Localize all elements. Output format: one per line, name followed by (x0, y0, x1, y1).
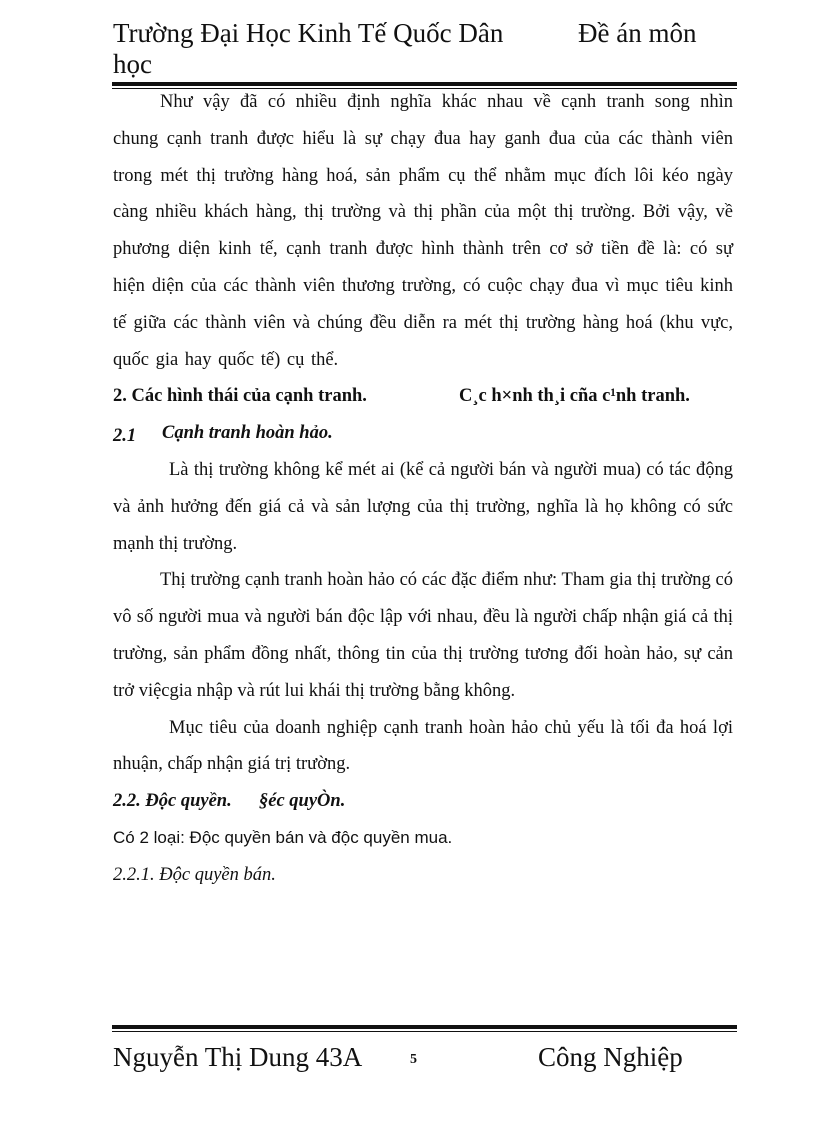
footer-rule-thick (112, 1025, 737, 1029)
subsection-heading-garbled: §éc quyÒn. (259, 791, 346, 812)
document-body (113, 84, 733, 894)
subsection-number: 2.1 (113, 426, 137, 447)
header-title-right: Đề án môn (578, 18, 697, 48)
paragraph: Là thị trường không kể mét ai (kể cả người bán và người mua) có tác động và ảnh hưởng đến giá cả và sản lượng của thị trường, nghĩa là họ không có sức mạnh thị trường. (113, 459, 733, 554)
paragraph: Mục tiêu của doanh nghiệp cạnh tranh hoàn hảo chủ yếu là tối đa hoá lợi nhuận, chấp nhận giá trị trường. (113, 717, 733, 775)
paragraph: Thị trường cạnh tranh hoàn hảo có các đặc điểm như: Tham gia thị trường có vô số người mua và người bán độc lập với nhau, đều là người chấp nhận giá cả thị trường, sản phẩm đồng nhất, thông tin của thị trường tương đối hoàn hảo, sự cản trở việcgia nhập và rút lui khái thị trường bằng không. (113, 570, 733, 701)
subsection-heading (113, 415, 733, 452)
section-heading-garbled: C¸c h×nh th¸i cña c¹nh tranh. (459, 386, 690, 407)
section-heading (113, 378, 733, 415)
section-heading-text: 2. Các hình thái của cạnh tranh. (113, 386, 367, 407)
body-line: Có 2 loại: Độc quyền bán và độc quyền mua. (113, 827, 453, 847)
sub-subsection-heading: 2.2.1. Độc quyền bán. (113, 864, 276, 885)
header-title-left: Trường Đại Học Kinh Tế Quốc Dân học (113, 18, 504, 79)
subsection-title: 2.2. Độc quyền. (113, 791, 232, 812)
footer-rule-thin (112, 1031, 737, 1032)
subsection-title: Cạnh tranh hoàn hảo. (162, 423, 333, 444)
subsection-heading (113, 783, 733, 820)
page-number: 5 (410, 1052, 417, 1067)
paragraph: Như vậy đã có nhiều định nghĩa khác nhau về cạnh tranh song nhìn chung cạnh tranh được hiểu là sự chạy đua hay ganh đua của các thành viên trong mét thị trường hàng hoá, sản phẩm cụ thể nhằm mục đích lôi kéo ngày càng nhiều khách hàng, thị trường và thị phần của một thị trường. Bởi vậy, về phương diện kinh tế, cạnh tranh được hình thành trên cơ sở tiền đề là: có sự hiện diện của các thành viên thương trường, có cuộc chạy đua vì mục tiêu kinh tế giữa các thành viên và chúng đều diễn ra mét thị trường hàng hoá (khu vực, quốc gia hay quốc tế) cụ thể. (113, 92, 733, 370)
footer-department: Công Nghiệp (538, 1042, 683, 1072)
footer-author: Nguyễn Thị Dung 43A (113, 1042, 363, 1072)
